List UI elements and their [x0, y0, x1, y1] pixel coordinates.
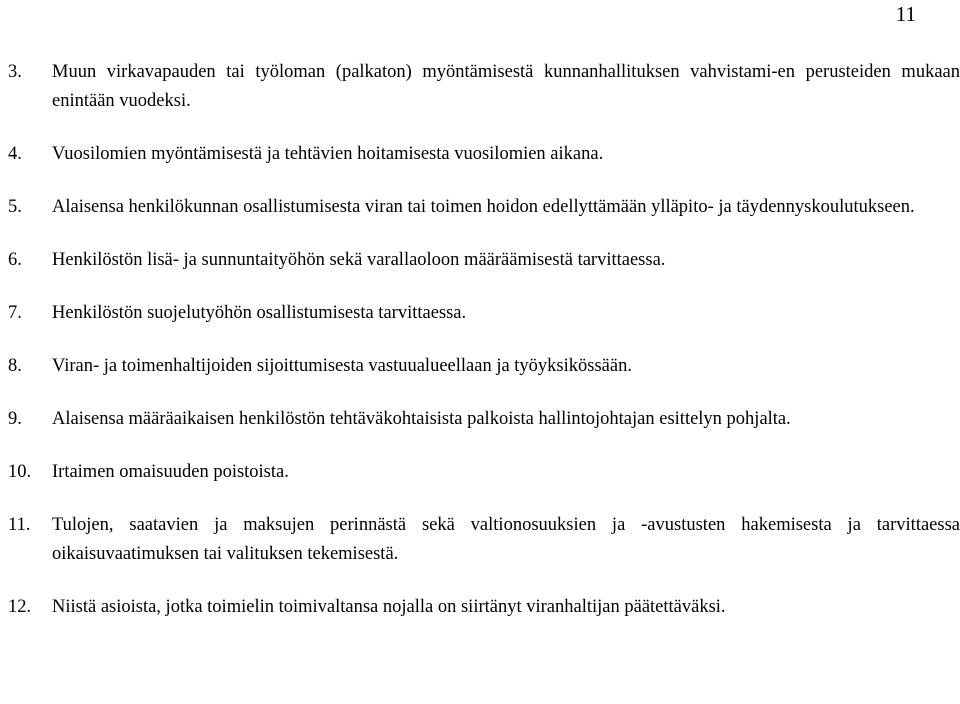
list-item [8, 593, 960, 622]
list-item [8, 58, 960, 116]
list-item-number: 6. [8, 250, 22, 270]
list-item-number: 4. [8, 144, 22, 164]
list-item-text: Viran- ja toimenhaltijoiden sijoittumisesta vastuualueellaan ja työyksikössään. [52, 356, 632, 376]
list-item-number: 12. [8, 597, 32, 617]
list-item-text: Irtaimen omaisuuden poistoista. [52, 462, 289, 482]
list-item-number: 9. [8, 409, 22, 429]
list-item-number: 11. [8, 515, 31, 535]
list-item-number: 8. [8, 356, 22, 376]
list-item [8, 352, 960, 381]
page-number: 11 [895, 2, 916, 26]
list-item [8, 511, 960, 569]
delegation-list [8, 58, 960, 646]
list-item-number: 10. [8, 462, 32, 482]
list-item-text: Henkilöstön lisä- ja sunnuntaityöhön sekä varallaoloon määräämisestä tarvittaessa. [52, 250, 666, 270]
list-item-text: Tulojen, saatavien ja maksujen perinnästä sekä valtionosuuksien ja -avustusten hakemisesta ja tarvittaessa oikaisuvaatimuksen tai valituksen tekemisestä. [52, 515, 960, 564]
list-item-number: 3. [8, 62, 22, 82]
list-item-text: Henkilöstön suojelutyöhön osallistumisesta tarvittaessa. [52, 303, 467, 323]
list-item [8, 140, 960, 169]
list-item-text: Muun virkavapauden tai työloman (palkaton) myöntämisestä kunnanhallituksen vahvistami-en perusteiden mukaan enintään vuodeksi. [52, 62, 960, 111]
list-item-number: 5. [8, 197, 22, 217]
list-item-text: Alaisensa määräaikaisen henkilöstön tehtäväkohtaisista palkoista hallintojohtajan esittelyn pohjalta. [52, 409, 791, 429]
list-item [8, 193, 960, 222]
list-item-text: Vuosilomien myöntämisestä ja tehtävien hoitamisesta vuosilomien aikana. [52, 144, 604, 164]
list-item-text: Alaisensa henkilökunnan osallistumisesta viran tai toimen hoidon edellyttämään ylläpito- ja täydennyskoulutukseen. [52, 197, 915, 217]
list-item [8, 405, 960, 434]
list-item [8, 246, 960, 275]
list-item [8, 458, 960, 487]
list-item-text: Niistä asioista, jotka toimielin toimivaltansa nojalla on siirtänyt viranhaltijan päätettäväksi. [52, 597, 726, 617]
list-item-number: 7. [8, 303, 22, 323]
list-item [8, 299, 960, 328]
